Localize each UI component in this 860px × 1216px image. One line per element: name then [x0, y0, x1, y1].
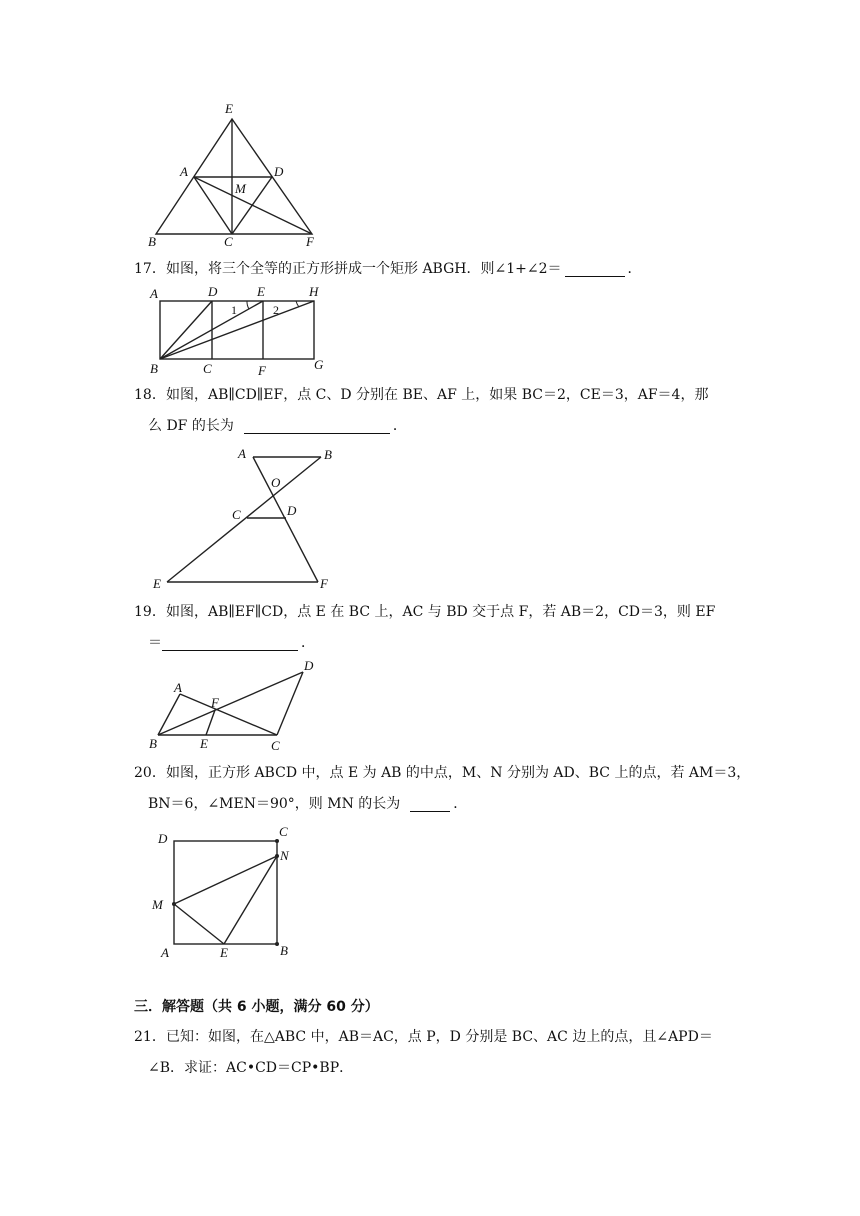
label-h: H [309, 284, 319, 299]
angle-2-label: 2 [273, 303, 279, 317]
label-e: E [200, 736, 208, 751]
section-heading: 三．解答题（共 6 小题，满分 60 分） [134, 999, 379, 1015]
label-a: A [238, 446, 246, 461]
label-a: A [150, 286, 158, 301]
figure-17 [145, 283, 345, 378]
question-number: 21． [134, 1029, 166, 1045]
question-number: 17． [134, 261, 166, 277]
label-d: D [274, 164, 284, 179]
label-e: E [257, 284, 265, 299]
label-c: C [224, 234, 233, 249]
question-line-1: 如图，正方形 ABCD 中，点 E 为 AB 的中点，M、N 分别为 AD、BC 上的点，若 AM＝3， [166, 765, 751, 781]
label-b: B [148, 234, 156, 249]
segment-af [194, 177, 312, 234]
segment-ab [158, 694, 180, 735]
segment-ac [180, 694, 277, 735]
segment-bh [160, 301, 314, 359]
punctuation: ． [392, 418, 407, 434]
angle-1-arc [247, 301, 249, 309]
label-f: F [320, 576, 328, 591]
segment-mn [174, 856, 277, 904]
label-a: A [180, 164, 188, 179]
label-c: C [232, 507, 241, 522]
figure-18 [150, 445, 350, 595]
label-b: B [150, 361, 158, 376]
point-c [275, 839, 279, 843]
label-c: C [203, 361, 212, 376]
figure-20 [148, 822, 308, 964]
question-number: 20． [134, 765, 166, 781]
question-line-2: ＝ [148, 635, 162, 651]
label-m: M [152, 897, 163, 912]
label-f: F [306, 234, 314, 249]
label-d: D [158, 831, 168, 846]
label-c: C [271, 738, 280, 753]
label-b: B [324, 447, 332, 462]
figure-16 [140, 95, 340, 250]
question-line-2: 么 DF 的长为 [148, 418, 234, 434]
label-e: E [225, 101, 233, 116]
label-e: E [153, 576, 161, 591]
segment-en [224, 856, 277, 944]
label-d: D [287, 503, 297, 518]
question-number: 18． [134, 387, 166, 403]
label-m: M [235, 181, 246, 196]
answer-blank[interactable] [162, 634, 298, 651]
angle-1-label: 1 [231, 303, 237, 317]
question-line-2: ∠B．求证：AC•CD＝CP•BP． [148, 1060, 354, 1076]
punctuation: ． [301, 635, 315, 651]
answer-blank[interactable] [244, 417, 390, 434]
label-b: B [280, 943, 288, 958]
figure-19 [140, 655, 340, 755]
point-m [172, 902, 176, 906]
segment-bd [160, 301, 212, 359]
angle-2-arc [296, 301, 299, 307]
label-c: C [279, 824, 288, 839]
segment-af [253, 457, 318, 582]
question-line-1: 如图，AB∥EF∥CD，点 E 在 BC 上，AC 与 BD 交于点 F，若 AB＝2，CD＝3，则 EF [166, 604, 716, 620]
answer-blank[interactable] [410, 795, 450, 812]
label-o: O [271, 475, 281, 490]
label-e: E [220, 945, 228, 960]
label-a: A [161, 945, 169, 960]
question-line-1: 已知：如图，在△ABC 中，AB＝AC，点 P，D 分别是 BC、AC 边上的点，且∠APD＝ [166, 1029, 713, 1045]
label-f: F [211, 695, 219, 710]
label-g: G [314, 357, 324, 372]
segment-me [174, 904, 224, 944]
punctuation: ． [453, 796, 468, 812]
label-n: N [280, 848, 289, 863]
point-b [275, 942, 279, 946]
punctuation: ． [627, 261, 642, 277]
square-abcd [174, 841, 277, 944]
question-text: 如图，将三个全等的正方形拼成一个矩形 ABGH．则∠1+∠2＝ [166, 261, 562, 277]
answer-blank[interactable] [565, 260, 625, 277]
point-n [275, 854, 279, 858]
label-f: F [258, 363, 266, 378]
label-b: B [149, 736, 157, 751]
label-d: D [304, 658, 314, 673]
segment-bc-line [167, 457, 321, 582]
question-number: 19． [134, 604, 166, 620]
label-a: A [174, 680, 182, 695]
label-d: D [208, 284, 218, 299]
question-line-1: 如图，AB∥CD∥EF，点 C、D 分别在 BE、AF 上，如果 BC＝2，CE＝3，AF＝4，那 [166, 387, 709, 403]
question-line-2: BN＝6，∠MEN＝90°，则 MN 的长为 [148, 796, 401, 812]
